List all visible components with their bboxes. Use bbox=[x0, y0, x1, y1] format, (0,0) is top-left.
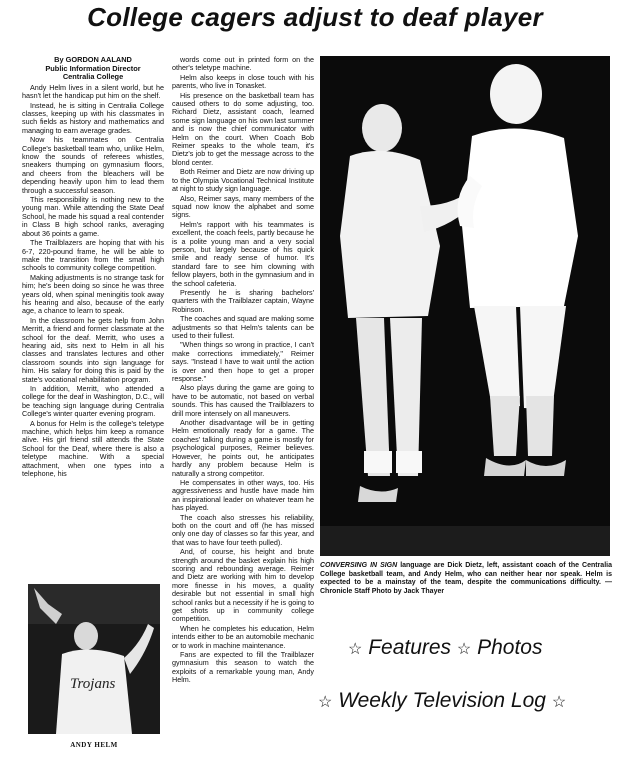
column2-paragraph: Both Reimer and Dietz are now driving up to the Olympia Vocational Technical Institute at night to study sign language. bbox=[172, 167, 314, 194]
column1-paragraph: Now his teammates on Centralia College's basketball team who, unlike Helm, know the sounds of referees whistles, sneakers thumping on gymnasium floors, and cheers from the bleachers will be depending heavily upon him to lead them through a successful season. bbox=[22, 135, 164, 195]
star-icon: ☆ bbox=[348, 641, 363, 658]
column1-paragraph: Making adjustments is no strange task for him; he's been doing so since he was three years old, when spinal meningitis took away his hearing and also, because of the early age, a chance to learn to speak. bbox=[22, 272, 164, 316]
column2-paragraph: Fans are expected to fill the Trailblazer gymnasium this season to watch the exploits of a remarkable young man, Andy Helm. bbox=[172, 650, 314, 685]
promo-features: Features bbox=[368, 636, 452, 659]
column2-paragraph: words come out in printed form on the other's teletype machine. bbox=[172, 56, 314, 73]
photo-two-men-signing bbox=[320, 56, 610, 556]
byline-author: By GORDON AALAND bbox=[54, 56, 132, 64]
column2-paragraph: The coach also stresses his reliability, both on the court and off (he has missed only one day of classes so far this year, and that was to have four teeth pulled). bbox=[172, 512, 314, 547]
caption-text: language are Dick Dietz, left, assistant coach of the Centralia College basketball team, and Andy Helm, who can neither hear nor speak. Helm is expected to be a mainstay of the team, despite the communications difficulty. — Chronicle Staff Photo by Jack Thayer bbox=[320, 562, 612, 595]
jersey-text: Trojans bbox=[70, 676, 116, 692]
column2-paragraph: Helm also keeps in close touch with his parents, who live in Tonasket. bbox=[172, 72, 314, 91]
byline-title: Public Information Director bbox=[45, 63, 141, 73]
star-icon: ☆ bbox=[456, 641, 472, 658]
column-2-body bbox=[172, 56, 314, 685]
star-icon: ☆ bbox=[551, 694, 567, 711]
column2-paragraph: Helm's rapport with his teammates is excellent, the coach feels, partly because he is a polite young man and a very social person, but largely because of his quick smile and ready sense of humor. It's standard fare to see him clowning with fellow players, both in the gymnasium and in the school cafeteria. bbox=[172, 219, 314, 288]
column2-paragraph: Presently he is sharing bachelors' quarters with the Trailblazer captain, Wayne Robinson. bbox=[172, 287, 314, 314]
promo-features-photos bbox=[348, 636, 542, 660]
byline-org: Centralia College bbox=[62, 72, 124, 82]
article-column-1 bbox=[22, 56, 164, 526]
column2-paragraph: Another disadvantage will be in getting Helm emotionally ready for a game. The coaches' talking during a game is mostly for psychological purposes, Reimer believes. However, he points out, he anticipates hardly any problem because Helm is naturally a strong competitor. bbox=[172, 418, 314, 478]
column1-paragraph: In the classroom he gets help from John Merritt, a friend and former classmate at the school for the deaf. Merritt, who uses a hearing aid, sits next to Helm in all his classes and translates lectures and other classroom sounds into sign language for him. His salary for doing this is paid by the state's vocational rehabilitation program. bbox=[22, 315, 164, 384]
column2-paragraph: The coaches and squad are making some adjustments so that Helm's talents can be used to their fullest. bbox=[172, 314, 314, 340]
column2-paragraph: His presence on the basketball team has caused others to do some adjusting, too. Richard Dietz, assistant coach, learned some sign language on his own last summer and is now the chief communicator with Helm on the court. When Coach Bob Reimer speaks to the whole team, it's Dietz's job to get the message across to the blond center. bbox=[172, 90, 314, 167]
column2-paragraph: "When things so wrong in practice, I can't make corrections immediately," Reimer says. "Instead I have to wait until the action is over and then hope to get a proper response." bbox=[172, 340, 314, 384]
column1-paragraph: Andy Helm lives in a silent world, but he hasn't let the handicap put him on the shelf. bbox=[22, 82, 164, 101]
column2-paragraph: Also plays during the game are going to have to be automatic, not based on verbal sounds. This has caused the Trailblazers to drill more intensely on all maneuvers. bbox=[172, 383, 314, 418]
column2-paragraph: And, of course, his height and brute strength around the basket explain his high scoring and rebounding average. Reimer and Dietz are working with him to develop more finesse in his moves, a quality desirable but not essential in small high school ranks but a necessity if he is going to get shots up in community college competition. bbox=[172, 547, 314, 624]
column2-paragraph: He compensates in other ways, too. His aggressiveness and hustle have made him an inspirational leader on whatever team he has played. bbox=[172, 477, 314, 513]
player-photo-caption: ANDY HELM bbox=[70, 741, 118, 749]
byline bbox=[22, 56, 164, 82]
promo-weekly-tv-log: Weekly Television Log bbox=[338, 689, 546, 712]
star-icon: ☆ bbox=[318, 694, 333, 711]
column-1-body bbox=[22, 84, 164, 479]
player-photo bbox=[28, 584, 160, 734]
column2-paragraph: Also, Reimer says, many members of the squad now know the alphabet and some signs. bbox=[172, 193, 314, 220]
caption-lead: CONVERSING IN SIGN bbox=[320, 562, 398, 569]
column1-paragraph: A bonus for Helm is the college's teletype machine, which helps him keep a romance alive. His girl friend still attends the State School for the Deaf, where there is also a teletype machine. With a special attachment, when one types into a telephone, his bbox=[22, 418, 164, 479]
column1-paragraph: In addition, Merritt, who attended a college for the deaf in Washington, D.C., will be teaching sign language during Centralia College's winter quarter evening program. bbox=[22, 384, 164, 419]
photo-player-jumping bbox=[28, 584, 160, 734]
promo-photos: Photos bbox=[477, 636, 543, 659]
column2-paragraph: When he completes his education, Helm intends either to be an automobile mechanic or to work in machine maintenance. bbox=[172, 623, 314, 650]
main-photo bbox=[320, 56, 610, 556]
promo-tv-log bbox=[318, 689, 566, 713]
column1-paragraph: Instead, he is sitting in Centralia College classes, keeping up with his classmates in such fields as history and mathematics and managing to earn average grades. bbox=[22, 100, 164, 135]
photo-caption bbox=[320, 562, 612, 596]
column1-paragraph: This responsibility is nothing new to the young man. While attending the State Deaf School, he made his squad a real contender in Class B high school ranks, averaging about 36 points a game. bbox=[22, 195, 164, 238]
article-column-2 bbox=[172, 56, 314, 751]
column1-paragraph: The Trailblazers are hoping that with his 6-7, 220-pound frame, he will be able to make the transition from the small high schools to community college competition. bbox=[22, 238, 164, 273]
headline: College cagers adjust to deaf player bbox=[87, 2, 543, 32]
